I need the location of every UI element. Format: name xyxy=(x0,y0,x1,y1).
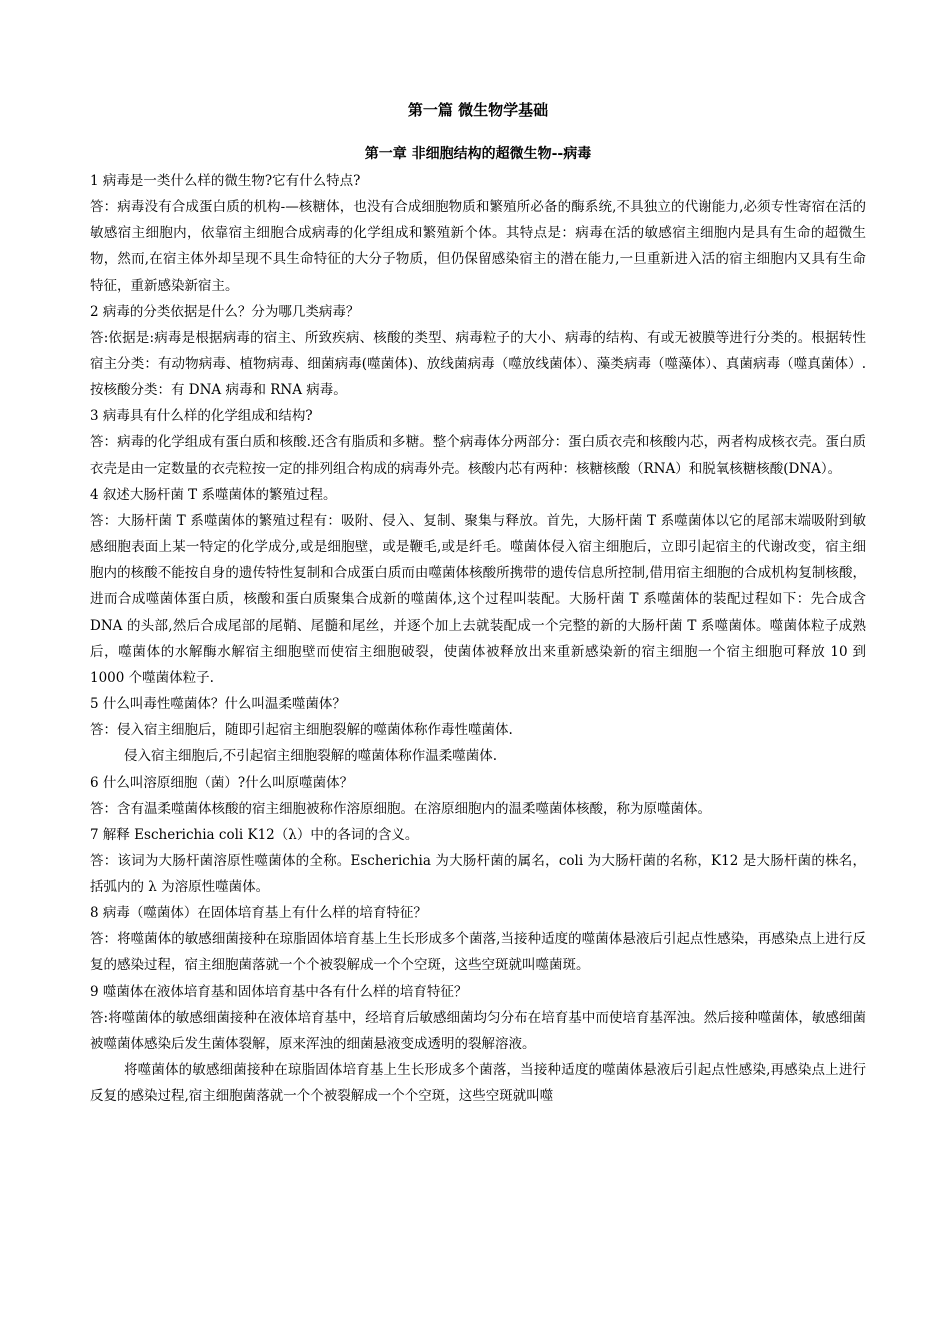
question-1: 1 病毒是一类什么样的微生物?它有什么特点? xyxy=(90,173,361,189)
question-5: 5 什么叫毒性噬菌体？什么叫温柔噬菌体？ xyxy=(90,696,346,713)
question-6: 6 什么叫溶原细胞（菌）?什么叫原噬菌体？ xyxy=(90,774,354,791)
qa-block-6 xyxy=(90,770,866,822)
answer-1: 答：病毒没有合成蛋白质的机构-—核糖体，也没有合成细胞物质和繁殖所必备的酶系统,不具独立的代谢能力,必须专性寄宿在活的敏感宿主细胞内，依靠宿主细胞合成病毒的化学组成和繁殖新个体。其特点是：病毒在活的敏感宿主细胞内是具有生命的超微生物，然而,在宿主体外却呈现不具生命特征的大分子物质，但仍保留感染宿主的潜在能力,一旦重新进入活的宿主细胞内又具有生命特征，重新感染新宿主。 xyxy=(90,199,866,294)
answer-8: 答：将噬菌体的敏感细菌接种在琼脂固体培育基上生长形成多个菌落,当接种适度的噬菌体悬液后引起点性感染，再感染点上进行反复的感染过程，宿主细胞菌落就一个个被裂解成一个个空斑，这些空斑就叫噬菌斑。 xyxy=(90,931,866,974)
qa-block-2 xyxy=(90,299,866,404)
answer-9-continued: 将噬菌体的敏感细菌接种在琼脂固体培育基上生长形成多个菌落，当接种适度的噬菌体悬液后引起点性感染,再感染点上进行反复的感染过程,宿主细胞菌落就一个个被裂解成一个个空斑，这些空斑就叫噬 xyxy=(90,1062,866,1105)
document-page xyxy=(90,100,866,1109)
question-4: 4 叙述大肠杆菌 T 系噬菌体的繁殖过程。 xyxy=(90,486,337,503)
answer-3: 答：病毒的化学组成有蛋白质和核酸.还含有脂质和多糖。整个病毒体分两部分：蛋白质衣壳和核酸内芯，两者构成核衣壳。蛋白质衣壳是由一定数量的衣壳粒按一定的排列组合构成的病毒外壳。核酸内芯有两种：核糖核酸（RNA）和脱氧核糖核酸(DNA）。 xyxy=(90,434,866,477)
qa-block-1 xyxy=(90,168,866,299)
chapter-title: 第一章 非细胞结构的超微生物--病毒 xyxy=(364,146,592,162)
question-8: 8 病毒（噬菌体）在固体培育基上有什么样的培育特征？ xyxy=(90,905,427,922)
answer-9: 答:将噬菌体的敏感细菌接种在液体培育基中，经培育后敏感细菌均匀分布在培育基中而使培育基浑浊。然后接种噬菌体，敏感细菌被噬菌体感染后发生菌体裂解，原来浑浊的细菌悬液变成透明的裂解溶液。 xyxy=(90,1009,866,1052)
answer-4: 答：大肠杆菌 T 系噬菌体的繁殖过程有：吸附、侵入、复制、聚集与释放。首先，大肠杆菌 T 系噬菌体以它的尾部末端吸附到敏感细胞表面上某一特定的化学成分,或是细胞壁，或是鞭毛,或是纤毛。噬菌体侵入宿主细胞后，立即引起宿主的代谢改变，宿主细胞内的核酸不能按自身的遗传特性复制和合成蛋白质而由噬菌体核酸所携带的遗传信息所控制,借用宿主细胞的合成机构复制核酸，进而合成噬菌体蛋白质，核酸和蛋白质聚集合成新的噬菌体,这个过程叫装配。大肠杆菌 T 系噬菌体的装配过程如下：先合成含 DNA 的头部,然后合成尾部的尾鞘、尾髓和尾丝，并逐个加上去就装配成一个完整的新的大肠杆菌 T 系噬菌体。噬菌体粒子成熟后，噬菌体的水解酶水解宿主细胞壁而使宿主细胞破裂，使菌体被释放出来重新感染新的宿主细胞一个宿主细胞可释放 10 到 1000 个噬菌体粒子. xyxy=(90,512,866,687)
qa-block-8 xyxy=(90,900,866,978)
qa-block-3 xyxy=(90,403,866,481)
answer-5: 答：侵入宿主细胞后，随即引起宿主细胞裂解的噬菌体称作毒性噬菌体. xyxy=(90,722,513,739)
qa-block-9 xyxy=(90,979,866,1110)
answer-7: 答：该词为大肠杆菌溶原性噬菌体的全称。Escherichia 为大肠杆菌的属名，coli 为大肠杆菌的名称，K12 是大肠杆菌的株名，括弧内的 λ 为溶原性噬菌体。 xyxy=(90,852,866,896)
qa-block-7 xyxy=(90,822,866,900)
part-title: 第一篇 微生物学基础 xyxy=(407,101,549,119)
question-7: 7 解释 Escherichia coli K12（λ）中的各词的含义。 xyxy=(90,826,419,843)
answer-6: 答：含有温柔噬菌体核酸的宿主细胞被称作溶原细胞。在溶原细胞内的温柔噬菌体核酸，称为原噬菌体。 xyxy=(90,800,711,817)
qa-block-5 xyxy=(90,691,866,769)
question-3: 3 病毒具有什么样的化学组成和结构? xyxy=(90,408,313,425)
answer-5-continued: 侵入宿主细胞后,不引起宿主细胞裂解的噬菌体称作温柔噬菌体. xyxy=(124,748,498,765)
question-9: 9 噬菌体在液体培育基和固体培育基中各有什么样的培育特征？ xyxy=(90,983,468,1000)
qa-block-4 xyxy=(90,482,866,691)
question-2: 2 病毒的分类依据是什么？分为哪几类病毒？ xyxy=(90,303,360,320)
answer-2: 答:依据是:病毒是根据病毒的宿主、所致疾病、核酸的类型、病毒粒子的大小、病毒的结构、有或无被膜等进行分类的。根据转性宿主分类：有动物病毒、植物病毒、细菌病毒(噬菌体)、放线菌病毒（噬放线菌体）、藻类病毒（噬藻体）、真菌病毒（噬真菌体）.按核酸分类：有 DNA 病毒和 RNA 病毒。 xyxy=(90,329,866,399)
